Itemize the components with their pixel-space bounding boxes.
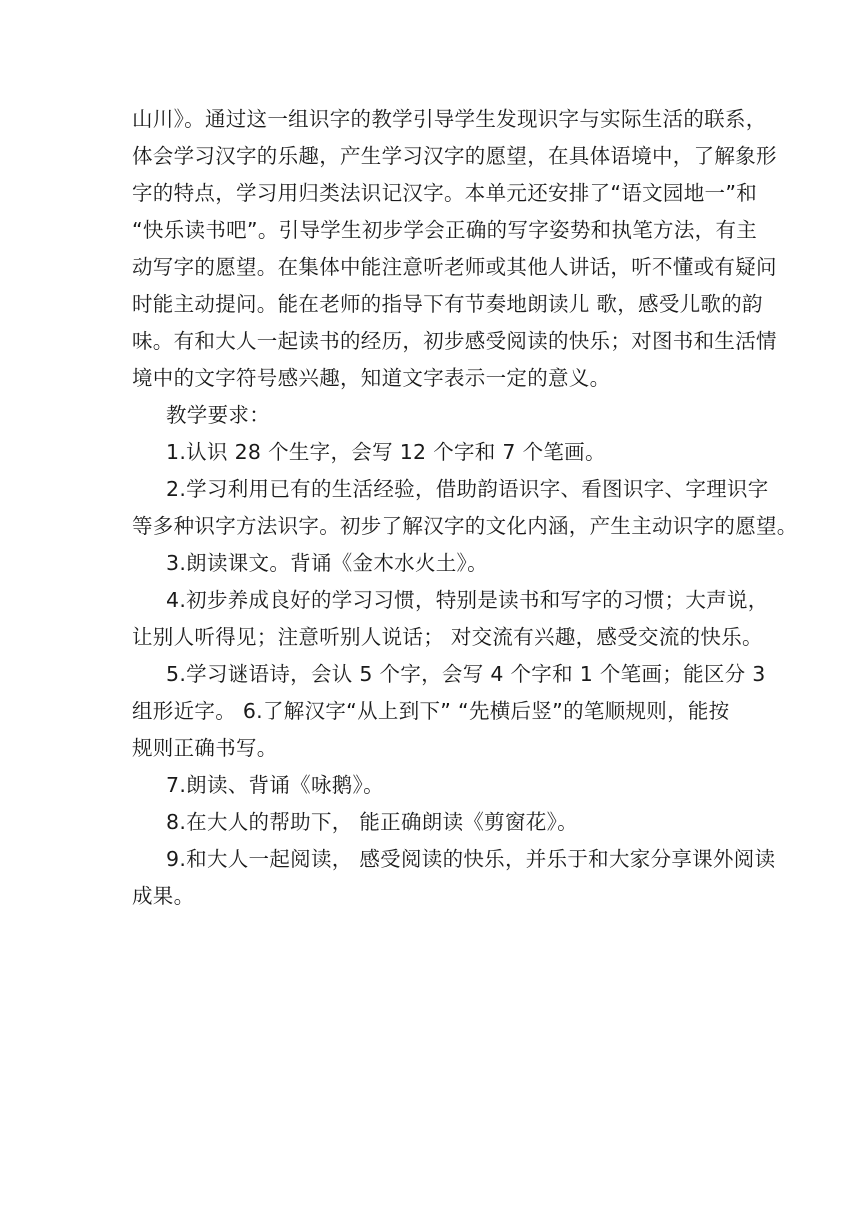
requirement-item: 8.在大人的帮助下， 能正确朗读《剪窗花》。 — [166, 810, 578, 834]
requirement-item-continuation: 让别人听得见；注意听别人说话； 对交流有兴趣，感受交流的快乐。 — [132, 625, 763, 649]
document-page — [132, 107, 798, 922]
intro-line: 体会学习汉字的乐趣，产生学习汉字的愿望，在具体语境中，了解象形 — [132, 144, 777, 168]
requirement-item: 1.认识 28 个生字，会写 12 个字和 7 个笔画。 — [166, 440, 606, 464]
intro-line: 动写字的愿望。在集体中能注意听老师或其他人讲话，听不懂或有疑问 — [132, 255, 777, 279]
requirement-item: 5.学习谜语诗，会认 5 个字，会写 4 个字和 1 个笔画；能区分 3 — [166, 662, 766, 686]
intro-line: 味。有和大人一起读书的经历，初步感受阅读的快乐；对图书和生活情 — [132, 329, 777, 353]
requirement-item: 3.朗读课文。背诵《金木水火土》。 — [166, 551, 488, 575]
requirement-item: 7.朗读、背诵《咏鹅》。 — [166, 773, 384, 797]
requirement-item: 2.学习利用已有的生活经验，借助韵语识字、看图识字、字理识字 — [166, 477, 769, 501]
intro-line: 时能主动提问。能在老师的指导下有节奏地朗读儿 歌，感受儿歌的韵 — [132, 292, 763, 316]
intro-line: 字的特点，学习用归类法识记汉字。本单元还安排了“语文园地一”和 — [132, 181, 758, 205]
requirement-item-continuation: 成果。 — [132, 884, 195, 908]
requirement-item-continuation: 组形近字。 6.了解汉字“从上到下” “先横后竖”的笔顺规则，能按 — [132, 699, 730, 723]
intro-line: 境中的文字符号感兴趣，知道文字表示一定的意义。 — [132, 366, 611, 390]
requirement-item: 4.初步养成良好的学习习惯，特别是读书和写字的习惯；大声说， — [166, 588, 769, 612]
intro-line: “快乐读书吧”。引导学生初步学会正确的写字姿势和执笔方法，有主 — [132, 218, 758, 242]
requirement-item: 9.和大人一起阅读， 感受阅读的快乐，并乐于和大家分享课外阅读 — [166, 847, 776, 871]
section-heading: 教学要求： — [166, 403, 270, 427]
requirement-item-continuation: 等多种识字方法识字。初步了解汉字的文化内涵，产生主动识字的愿望。 — [132, 514, 798, 538]
requirement-item-continuation: 规则正确书写。 — [132, 736, 278, 760]
intro-line: 山川》。通过这一组识字的教学引导学生发现识字与实际生活的联系， — [132, 107, 767, 131]
